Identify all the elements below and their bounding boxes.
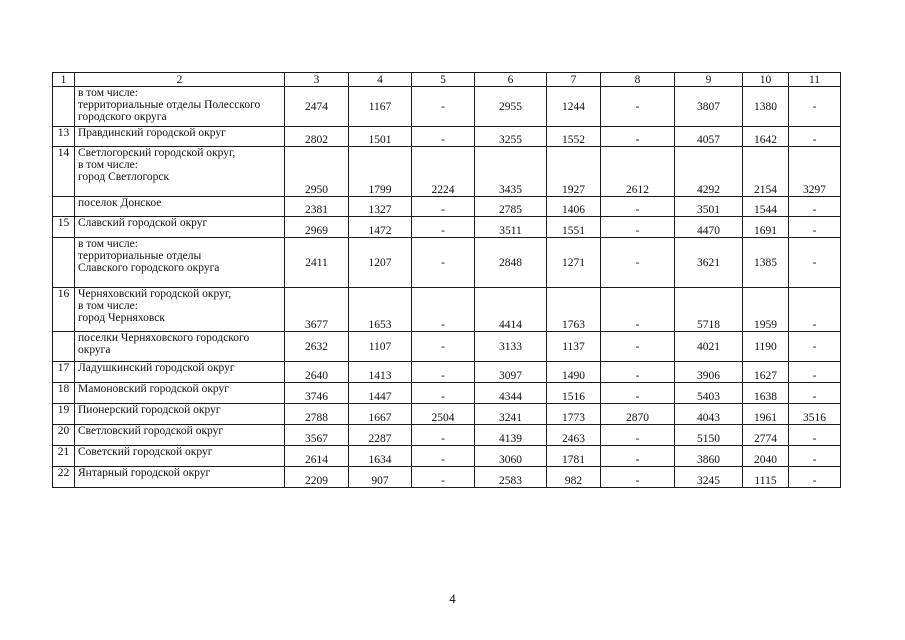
- table-row: [53, 217, 841, 238]
- value-cell: 3621: [675, 238, 743, 288]
- value-cell: -: [789, 362, 841, 383]
- value-cell: -: [412, 288, 475, 332]
- row-number: 17: [53, 362, 75, 383]
- row-number: 22: [53, 467, 75, 488]
- value-cell: 3746: [285, 383, 349, 404]
- page-number: 4: [449, 591, 456, 606]
- value-cell: -: [601, 288, 675, 332]
- value-cell: 1501: [349, 127, 412, 147]
- row-number: 18: [53, 383, 75, 404]
- value-cell: 2950: [285, 147, 349, 197]
- value-cell: 3501: [675, 197, 743, 217]
- value-cell: 2381: [285, 197, 349, 217]
- value-cell: -: [789, 87, 841, 127]
- value-cell: -: [601, 127, 675, 147]
- value-cell: 2632: [285, 332, 349, 362]
- value-cell: 2802: [285, 127, 349, 147]
- table-row: [53, 147, 841, 197]
- table-row: [53, 467, 841, 488]
- value-cell: 1406: [547, 197, 601, 217]
- value-cell: -: [412, 217, 475, 238]
- col-header: 6: [475, 73, 547, 87]
- table-row: [53, 383, 841, 404]
- value-cell: 2612: [601, 147, 675, 197]
- value-cell: 2287: [349, 425, 412, 446]
- value-cell: -: [789, 425, 841, 446]
- value-cell: 2955: [475, 87, 547, 127]
- value-cell: -: [601, 217, 675, 238]
- table-row: [53, 87, 841, 127]
- value-cell: 1927: [547, 147, 601, 197]
- value-cell: -: [601, 238, 675, 288]
- row-number: 21: [53, 446, 75, 467]
- value-cell: 1380: [743, 87, 789, 127]
- value-cell: 1190: [743, 332, 789, 362]
- value-cell: -: [789, 197, 841, 217]
- row-number: [53, 197, 75, 217]
- value-cell: 1763: [547, 288, 601, 332]
- value-cell: 3060: [475, 446, 547, 467]
- district-name: Советский городской округ: [75, 446, 285, 467]
- value-cell: 2969: [285, 217, 349, 238]
- value-cell: 1799: [349, 147, 412, 197]
- value-cell: 4021: [675, 332, 743, 362]
- value-cell: 3297: [789, 147, 841, 197]
- value-cell: 1653: [349, 288, 412, 332]
- value-cell: 4470: [675, 217, 743, 238]
- value-cell: -: [789, 332, 841, 362]
- row-number: [53, 238, 75, 288]
- value-cell: 5403: [675, 383, 743, 404]
- row-number: 15: [53, 217, 75, 238]
- value-cell: 1244: [547, 87, 601, 127]
- value-cell: -: [789, 467, 841, 488]
- row-number: 20: [53, 425, 75, 446]
- value-cell: 1667: [349, 404, 412, 425]
- row-number: [53, 87, 75, 127]
- value-cell: 1544: [743, 197, 789, 217]
- value-cell: 3807: [675, 87, 743, 127]
- value-cell: 2040: [743, 446, 789, 467]
- value-cell: 1551: [547, 217, 601, 238]
- value-cell: -: [412, 425, 475, 446]
- district-name: Светлогорский городской округ, в том числе: город Светлогорск: [75, 147, 285, 197]
- value-cell: 1642: [743, 127, 789, 147]
- row-number: [53, 332, 75, 362]
- value-cell: 2640: [285, 362, 349, 383]
- value-cell: 5150: [675, 425, 743, 446]
- value-cell: -: [412, 332, 475, 362]
- row-number: 19: [53, 404, 75, 425]
- value-cell: -: [412, 238, 475, 288]
- row-number: 14: [53, 147, 75, 197]
- value-cell: 1207: [349, 238, 412, 288]
- value-cell: 1490: [547, 362, 601, 383]
- col-header: 9: [675, 73, 743, 87]
- value-cell: 4043: [675, 404, 743, 425]
- value-cell: 1447: [349, 383, 412, 404]
- value-cell: -: [412, 127, 475, 147]
- value-cell: -: [412, 197, 475, 217]
- value-cell: -: [789, 383, 841, 404]
- value-cell: -: [601, 332, 675, 362]
- value-cell: 2785: [475, 197, 547, 217]
- value-cell: -: [601, 383, 675, 404]
- value-cell: 1107: [349, 332, 412, 362]
- district-name: Черняховский городской округ, в том числе: город Черняховск: [75, 288, 285, 332]
- district-name: поселки Черняховского городского округа: [75, 332, 285, 362]
- header-row: [53, 73, 841, 87]
- value-cell: -: [789, 217, 841, 238]
- value-cell: 1634: [349, 446, 412, 467]
- value-cell: 1413: [349, 362, 412, 383]
- row-number: 13: [53, 127, 75, 147]
- col-header: 3: [285, 73, 349, 87]
- value-cell: -: [412, 383, 475, 404]
- table-row: [53, 197, 841, 217]
- value-cell: -: [412, 362, 475, 383]
- col-header: 10: [743, 73, 789, 87]
- value-cell: 982: [547, 467, 601, 488]
- value-cell: 1552: [547, 127, 601, 147]
- value-cell: 1472: [349, 217, 412, 238]
- table-row: [53, 446, 841, 467]
- value-cell: 4344: [475, 383, 547, 404]
- value-cell: 1115: [743, 467, 789, 488]
- value-cell: 3255: [475, 127, 547, 147]
- table-row: [53, 362, 841, 383]
- value-cell: 1961: [743, 404, 789, 425]
- value-cell: 1137: [547, 332, 601, 362]
- value-cell: -: [789, 127, 841, 147]
- value-cell: 3860: [675, 446, 743, 467]
- value-cell: 4292: [675, 147, 743, 197]
- value-cell: -: [601, 425, 675, 446]
- value-cell: 3241: [475, 404, 547, 425]
- value-cell: 4057: [675, 127, 743, 147]
- value-cell: 1385: [743, 238, 789, 288]
- value-cell: 3677: [285, 288, 349, 332]
- value-cell: 2583: [475, 467, 547, 488]
- value-cell: 4414: [475, 288, 547, 332]
- value-cell: 3567: [285, 425, 349, 446]
- value-cell: 3516: [789, 404, 841, 425]
- value-cell: 5718: [675, 288, 743, 332]
- col-header: 5: [412, 73, 475, 87]
- value-cell: 2614: [285, 446, 349, 467]
- value-cell: -: [789, 446, 841, 467]
- col-header: 4: [349, 73, 412, 87]
- value-cell: 3097: [475, 362, 547, 383]
- district-name: Мамоновский городской округ: [75, 383, 285, 404]
- value-cell: 1781: [547, 446, 601, 467]
- value-cell: 2504: [412, 404, 475, 425]
- district-name: Светловский городской округ: [75, 425, 285, 446]
- district-name: в том числе: территориальные отделы Полесского городского округа: [75, 87, 285, 127]
- value-cell: 2848: [475, 238, 547, 288]
- value-cell: 2154: [743, 147, 789, 197]
- value-cell: -: [412, 87, 475, 127]
- value-cell: -: [601, 87, 675, 127]
- value-cell: 1167: [349, 87, 412, 127]
- value-cell: 907: [349, 467, 412, 488]
- value-cell: 2463: [547, 425, 601, 446]
- district-name: Янтарный городской округ: [75, 467, 285, 488]
- value-cell: 2870: [601, 404, 675, 425]
- value-cell: 2474: [285, 87, 349, 127]
- value-cell: 2774: [743, 425, 789, 446]
- value-cell: 3511: [475, 217, 547, 238]
- value-cell: 1271: [547, 238, 601, 288]
- value-cell: 1627: [743, 362, 789, 383]
- value-cell: 1638: [743, 383, 789, 404]
- value-cell: -: [412, 467, 475, 488]
- value-cell: 3133: [475, 332, 547, 362]
- table-row: [53, 238, 841, 288]
- value-cell: 1773: [547, 404, 601, 425]
- value-cell: 2411: [285, 238, 349, 288]
- col-header: 2: [75, 73, 285, 87]
- district-name: поселок Донское: [75, 197, 285, 217]
- value-cell: 1327: [349, 197, 412, 217]
- table-row: [53, 425, 841, 446]
- value-cell: -: [601, 467, 675, 488]
- table-body: [53, 87, 841, 488]
- table-row: [53, 127, 841, 147]
- col-header: 7: [547, 73, 601, 87]
- value-cell: 3245: [675, 467, 743, 488]
- value-cell: -: [601, 362, 675, 383]
- district-name: Ладушкинский городской округ: [75, 362, 285, 383]
- value-cell: 1516: [547, 383, 601, 404]
- value-cell: 2788: [285, 404, 349, 425]
- district-name: Пионерский городской округ: [75, 404, 285, 425]
- value-cell: -: [789, 238, 841, 288]
- value-cell: 4139: [475, 425, 547, 446]
- value-cell: -: [601, 446, 675, 467]
- value-cell: 3435: [475, 147, 547, 197]
- col-header: 1: [53, 73, 75, 87]
- value-cell: 3906: [675, 362, 743, 383]
- value-cell: 1691: [743, 217, 789, 238]
- value-cell: 2224: [412, 147, 475, 197]
- data-table: [52, 72, 841, 488]
- table-row: [53, 332, 841, 362]
- table-row: [53, 288, 841, 332]
- district-name: Правдинский городской округ: [75, 127, 285, 147]
- district-name: в том числе: территориальные отделы Славского городского округа: [75, 238, 285, 288]
- value-cell: 2209: [285, 467, 349, 488]
- table-row: [53, 404, 841, 425]
- row-number: 16: [53, 288, 75, 332]
- value-cell: -: [601, 197, 675, 217]
- col-header: 11: [789, 73, 841, 87]
- district-name: Славский городской округ: [75, 217, 285, 238]
- col-header: 8: [601, 73, 675, 87]
- value-cell: 1959: [743, 288, 789, 332]
- value-cell: -: [412, 446, 475, 467]
- value-cell: -: [789, 288, 841, 332]
